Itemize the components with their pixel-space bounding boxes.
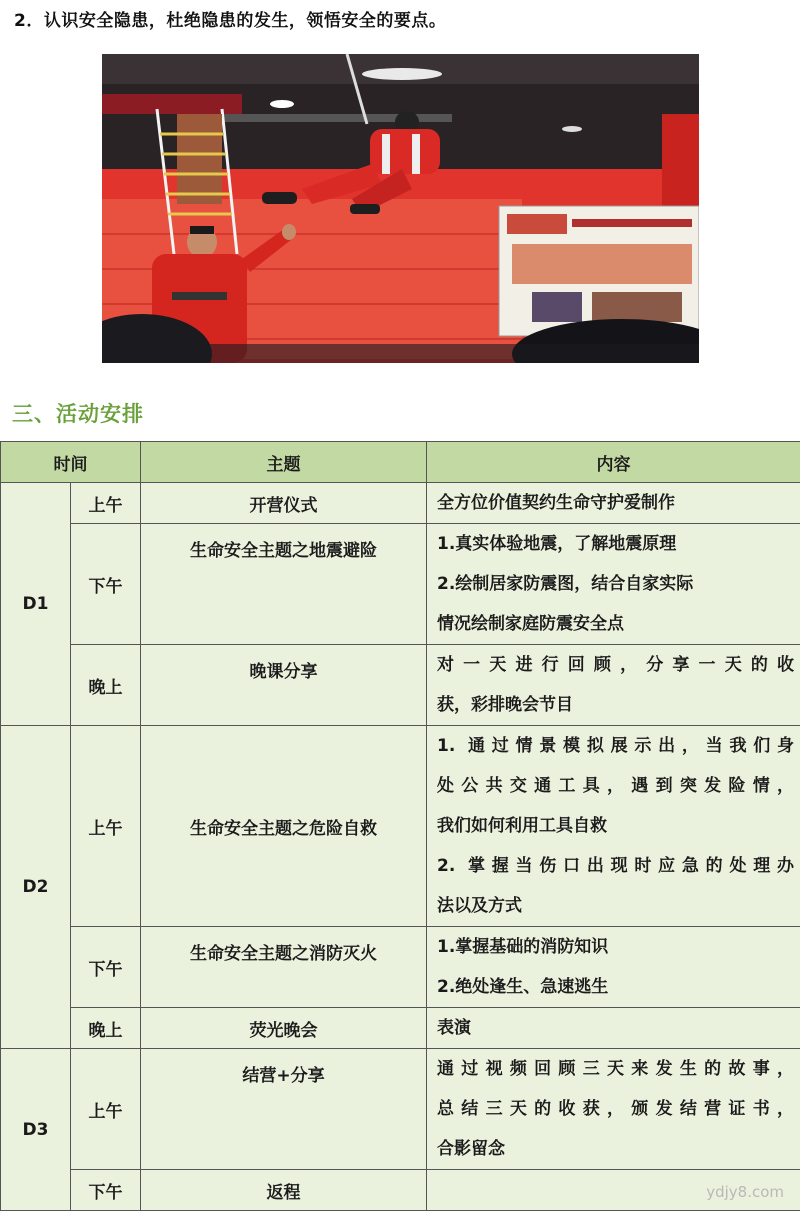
time-cell: 下午 bbox=[71, 524, 141, 645]
topic-cell: 返程 bbox=[141, 1170, 427, 1211]
training-photo-illustration bbox=[102, 54, 699, 363]
content-line: 1. 通过情景模拟展示出，当我们身 bbox=[437, 736, 794, 756]
content-cell bbox=[427, 645, 800, 726]
section-title: 三、活动安排 bbox=[12, 402, 144, 426]
table-header-row bbox=[1, 442, 800, 483]
content-line: 全方位价值契约生命守护爱制作 bbox=[437, 493, 675, 513]
table-row bbox=[1, 927, 800, 1008]
content-line: 情况绘制家庭防震安全点 bbox=[437, 614, 624, 634]
topic-cell: 生命安全主题之危险自救 bbox=[141, 726, 427, 927]
table-row bbox=[1, 524, 800, 645]
content-line: 2. 掌握当伤口出现时应急的处理办 bbox=[437, 856, 794, 876]
topic-cell: 晚课分享 bbox=[141, 645, 427, 726]
table-row bbox=[1, 1170, 800, 1211]
content-cell bbox=[427, 1049, 800, 1170]
topic-cell: 生命安全主题之地震避险 bbox=[141, 524, 427, 645]
content-line: 合影留念 bbox=[437, 1139, 505, 1159]
content-line: 1.真实体验地震，了解地震原理 bbox=[437, 534, 677, 554]
content-line: 2.绝处逢生、急速逃生 bbox=[437, 977, 609, 997]
content-line: 我们如何利用工具自救 bbox=[437, 816, 607, 836]
content-line: 对一天进行回顾，分享一天的收 bbox=[437, 655, 794, 675]
time-cell: 上午 bbox=[71, 726, 141, 927]
content-line: 1.掌握基础的消防知识 bbox=[437, 937, 609, 957]
subsection-heading: 2．认识安全隐患，杜绝隐患的发生，领悟安全的要点。 bbox=[14, 11, 447, 31]
day-cell: D1 bbox=[1, 483, 71, 726]
time-cell: 下午 bbox=[71, 927, 141, 1008]
content-cell bbox=[427, 726, 800, 927]
content-cell bbox=[427, 1008, 800, 1049]
content-line: 总结三天的收获，颁发结营证书， bbox=[437, 1099, 794, 1119]
photo-safety-training bbox=[102, 54, 699, 363]
schedule-table bbox=[0, 441, 800, 1211]
table-row bbox=[1, 1049, 800, 1170]
topic-cell: 开营仪式 bbox=[141, 483, 427, 524]
time-cell: 晚上 bbox=[71, 1008, 141, 1049]
content-line: 处公共交通工具，遇到突发险情， bbox=[437, 776, 794, 796]
content-cell bbox=[427, 927, 800, 1008]
content-line: 表演 bbox=[437, 1018, 471, 1038]
day-cell: D3 bbox=[1, 1049, 71, 1211]
table-row bbox=[1, 483, 800, 524]
content-line: 通过视频回顾三天来发生的故事， bbox=[437, 1059, 794, 1079]
content-cell bbox=[427, 483, 800, 524]
content-line: 2.绘制居家防震图，结合自家实际 bbox=[437, 574, 694, 594]
time-cell: 晚上 bbox=[71, 645, 141, 726]
table-row bbox=[1, 1008, 800, 1049]
topic-cell: 生命安全主题之消防灭火 bbox=[141, 927, 427, 1008]
content-line: 获，彩排晚会节目 bbox=[437, 695, 573, 715]
table-row bbox=[1, 645, 800, 726]
header-content: 内容 bbox=[427, 442, 800, 483]
content-cell bbox=[427, 524, 800, 645]
content-line: 法以及方式 bbox=[437, 896, 522, 916]
table-row bbox=[1, 726, 800, 927]
time-cell: 上午 bbox=[71, 1049, 141, 1170]
time-cell: 下午 bbox=[71, 1170, 141, 1211]
topic-cell: 结营+分享 bbox=[141, 1049, 427, 1170]
header-time: 时间 bbox=[1, 442, 141, 483]
watermark-text: ydjy8.com bbox=[706, 1183, 784, 1201]
topic-cell: 荧光晚会 bbox=[141, 1008, 427, 1049]
header-topic: 主题 bbox=[141, 442, 427, 483]
time-cell: 上午 bbox=[71, 483, 141, 524]
day-cell: D2 bbox=[1, 726, 71, 1049]
